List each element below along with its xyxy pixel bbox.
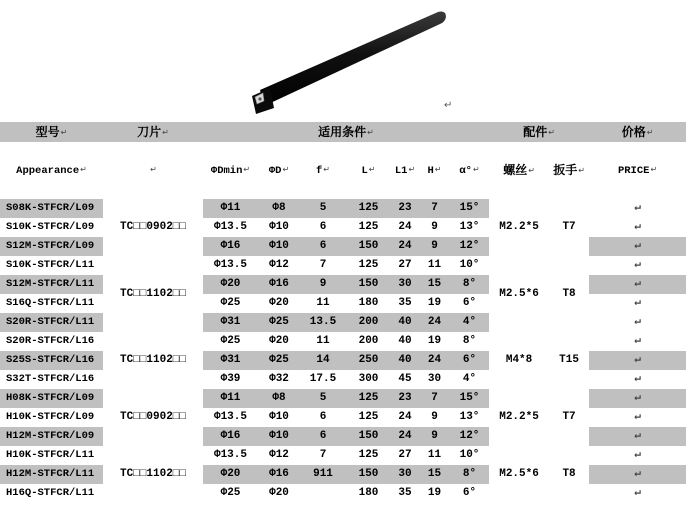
cell-model: S20R-STFCR/L11: [0, 313, 103, 332]
cell-l: 150: [346, 275, 391, 294]
cell-wrench: T8: [549, 256, 589, 332]
cell-model: S12M-STFCR/L11: [0, 275, 103, 294]
cell-model: S32T-STFCR/L16: [0, 370, 103, 389]
cell-model: S10K-STFCR/L11: [0, 256, 103, 275]
cell-price: ↵: [589, 446, 686, 465]
cell-l1: 23: [391, 389, 419, 408]
cell-l1: 35: [391, 484, 419, 503]
cell-alpha: 8°: [450, 332, 489, 351]
cell-d: Φ20: [258, 484, 300, 503]
cell-wrench: T7: [549, 389, 589, 446]
header-l: L↵: [361, 165, 376, 177]
cell-screw: M2.2*5: [489, 389, 549, 446]
header-h: H↵: [427, 165, 442, 177]
cell-price: ↵: [589, 465, 686, 484]
cell-price: ↵: [589, 351, 686, 370]
cell-alpha: 12°: [450, 427, 489, 446]
header-wrench: 扳手↵: [553, 163, 585, 177]
cell-model: S16Q-STFCR/L11: [0, 294, 103, 313]
cell-l: 125: [346, 408, 391, 427]
cell-dmin: Φ11: [203, 389, 258, 408]
table-row: [0, 199, 686, 218]
cell-l: 125: [346, 446, 391, 465]
header-price-en: PRICE↵: [617, 165, 658, 177]
header-model: 型号↵: [0, 122, 103, 142]
cell-h: 19: [419, 484, 450, 503]
cell-d: Φ25: [258, 313, 300, 332]
cell-wrench: T15: [549, 332, 589, 389]
cell-l: 150: [346, 465, 391, 484]
cell-alpha: 4°: [450, 370, 489, 389]
cell-price: ↵: [589, 370, 686, 389]
cell-l: 180: [346, 294, 391, 313]
cell-dmin: Φ16: [203, 237, 258, 256]
cell-d: Φ12: [258, 446, 300, 465]
cell-price: ↵: [589, 275, 686, 294]
cell-model: S20R-STFCR/L16: [0, 332, 103, 351]
cell-h: 11: [419, 446, 450, 465]
cell-screw: M2.5*6: [489, 256, 549, 332]
cell-price: ↵: [589, 427, 686, 446]
cell-alpha: 8°: [450, 465, 489, 484]
header-dmin: ΦDmin↵: [210, 165, 251, 177]
cell-d: Φ25: [258, 351, 300, 370]
cell-dmin: Φ16: [203, 427, 258, 446]
cell-d: Φ12: [258, 256, 300, 275]
cell-l1: 40: [391, 313, 419, 332]
cell-f: 9: [300, 275, 346, 294]
cell-blade: TC□□1102□□: [103, 256, 203, 332]
header-screw: 螺丝↵: [503, 163, 535, 177]
header-row-2: [0, 142, 686, 199]
cell-dmin: Φ13.5: [203, 408, 258, 427]
header-blank: ↵: [150, 165, 157, 174]
cell-d: Φ20: [258, 332, 300, 351]
cell-alpha: 6°: [450, 484, 489, 503]
cell-f: 6: [300, 237, 346, 256]
cell-alpha: 15°: [450, 199, 489, 218]
cell-h: 9: [419, 408, 450, 427]
cell-f: 14: [300, 351, 346, 370]
cell-screw: M2.2*5: [489, 199, 549, 256]
table-row: [0, 256, 686, 275]
cell-f: 5: [300, 389, 346, 408]
cell-l1: 30: [391, 465, 419, 484]
header-row-1: [0, 122, 686, 142]
cell-dmin: Φ25: [203, 294, 258, 313]
header-price: 价格↵: [589, 122, 686, 142]
cell-dmin: Φ31: [203, 351, 258, 370]
cell-price: ↵: [589, 332, 686, 351]
cell-f: 6: [300, 408, 346, 427]
header-l1: L1↵: [394, 165, 416, 177]
cell-f: 7: [300, 446, 346, 465]
cell-l1: 24: [391, 218, 419, 237]
cell-model: S08K-STFCR/L09: [0, 199, 103, 218]
cell-h: 24: [419, 313, 450, 332]
cell-price: ↵: [589, 256, 686, 275]
cell-l1: 40: [391, 351, 419, 370]
cell-h: 24: [419, 351, 450, 370]
header-f: f↵: [315, 165, 330, 177]
cell-alpha: 13°: [450, 218, 489, 237]
cell-price: ↵: [589, 294, 686, 313]
cell-dmin: Φ25: [203, 484, 258, 503]
cell-dmin: Φ39: [203, 370, 258, 389]
cell-l: 250: [346, 351, 391, 370]
cell-alpha: 8°: [450, 275, 489, 294]
cell-dmin: Φ13.5: [203, 446, 258, 465]
header-d: ΦD↵: [268, 165, 290, 177]
cell-price: ↵: [589, 218, 686, 237]
cell-price: ↵: [589, 408, 686, 427]
cell-l1: 24: [391, 408, 419, 427]
cell-l1: 27: [391, 446, 419, 465]
cell-alpha: 6°: [450, 351, 489, 370]
cell-d: Φ8: [258, 199, 300, 218]
cell-price: ↵: [589, 484, 686, 503]
cell-dmin: Φ13.5: [203, 256, 258, 275]
cell-screw: M4*8: [489, 332, 549, 389]
cell-h: 7: [419, 199, 450, 218]
cell-alpha: 6°: [450, 294, 489, 313]
cell-d: Φ10: [258, 427, 300, 446]
cell-d: Φ8: [258, 389, 300, 408]
cell-l1: 24: [391, 237, 419, 256]
cell-l1: 27: [391, 256, 419, 275]
cell-h: 7: [419, 389, 450, 408]
cell-alpha: 15°: [450, 389, 489, 408]
header-alpha: α°↵: [459, 165, 480, 177]
cell-price: ↵: [589, 237, 686, 256]
cell-f: 6: [300, 218, 346, 237]
cell-l1: 35: [391, 294, 419, 313]
table-row: [0, 446, 686, 465]
cell-model: H12M-STFCR/L09: [0, 427, 103, 446]
cell-l: 180: [346, 484, 391, 503]
cell-model: H08K-STFCR/L09: [0, 389, 103, 408]
cell-model: H16Q-STFCR/L11: [0, 484, 103, 503]
cell-f: 11: [300, 332, 346, 351]
cell-l1: 40: [391, 332, 419, 351]
cell-l1: 23: [391, 199, 419, 218]
cell-alpha: 10°: [450, 446, 489, 465]
cell-dmin: Φ20: [203, 465, 258, 484]
cell-dmin: Φ31: [203, 313, 258, 332]
cell-f: 5: [300, 199, 346, 218]
cell-blade: TC□□0902□□: [103, 389, 203, 446]
cell-d: Φ10: [258, 218, 300, 237]
cell-l: 200: [346, 332, 391, 351]
cell-l: 125: [346, 389, 391, 408]
cell-model: H10K-STFCR/L09: [0, 408, 103, 427]
cell-l: 300: [346, 370, 391, 389]
cell-h: 9: [419, 427, 450, 446]
cell-price: ↵: [589, 313, 686, 332]
header-accessories: 配件↵: [489, 122, 589, 142]
cell-f: 911: [300, 465, 346, 484]
cell-h: 30: [419, 370, 450, 389]
cell-d: Φ10: [258, 408, 300, 427]
cell-h: 19: [419, 332, 450, 351]
cell-h: 9: [419, 237, 450, 256]
table-row: [0, 389, 686, 408]
header-blade: 刀片↵: [103, 122, 203, 142]
cell-l: 125: [346, 218, 391, 237]
cell-l: 150: [346, 427, 391, 446]
cell-model: H10K-STFCR/L11: [0, 446, 103, 465]
cell-model: H12M-STFCR/L11: [0, 465, 103, 484]
cell-h: 15: [419, 465, 450, 484]
spec-table: [0, 122, 686, 503]
cell-model: S12M-STFCR/L09: [0, 237, 103, 256]
cell-f: [300, 484, 346, 503]
cell-alpha: 13°: [450, 408, 489, 427]
cell-model: S10K-STFCR/L09: [0, 218, 103, 237]
cell-blade: TC□□0902□□: [103, 199, 203, 256]
cell-l: 125: [346, 199, 391, 218]
cell-model: S25S-STFCR/L16: [0, 351, 103, 370]
cell-f: 11: [300, 294, 346, 313]
cell-h: 15: [419, 275, 450, 294]
cell-h: 9: [419, 218, 450, 237]
cell-blade: TC□□1102□□: [103, 446, 203, 503]
cell-f: 6: [300, 427, 346, 446]
cell-d: Φ20: [258, 294, 300, 313]
header-conditions: 适用条件↵: [203, 122, 489, 142]
cell-f: 13.5: [300, 313, 346, 332]
cell-h: 11: [419, 256, 450, 275]
cell-l1: 45: [391, 370, 419, 389]
cell-wrench: T7: [549, 199, 589, 256]
cell-d: Φ16: [258, 465, 300, 484]
return-mark: ↵: [444, 100, 453, 111]
cell-l: 150: [346, 237, 391, 256]
cell-dmin: Φ20: [203, 275, 258, 294]
cell-l: 200: [346, 313, 391, 332]
cell-dmin: Φ11: [203, 199, 258, 218]
cell-d: Φ32: [258, 370, 300, 389]
cell-l1: 24: [391, 427, 419, 446]
cell-alpha: 12°: [450, 237, 489, 256]
cell-dmin: Φ13.5: [203, 218, 258, 237]
cell-d: Φ16: [258, 275, 300, 294]
cell-l1: 30: [391, 275, 419, 294]
table-row: [0, 332, 686, 351]
cell-alpha: 4°: [450, 313, 489, 332]
header-appearance: Appearance↵: [16, 165, 87, 177]
cell-dmin: Φ25: [203, 332, 258, 351]
cell-price: ↵: [589, 199, 686, 218]
cell-wrench: T8: [549, 446, 589, 503]
cell-h: 19: [419, 294, 450, 313]
boring-bar-image: [246, 4, 456, 116]
cell-f: 17.5: [300, 370, 346, 389]
cell-screw: M2.5*6: [489, 446, 549, 503]
cell-f: 7: [300, 256, 346, 275]
cell-l: 125: [346, 256, 391, 275]
cell-price: ↵: [589, 389, 686, 408]
cell-d: Φ10: [258, 237, 300, 256]
cell-blade: TC□□1102□□: [103, 332, 203, 389]
cell-alpha: 10°: [450, 256, 489, 275]
